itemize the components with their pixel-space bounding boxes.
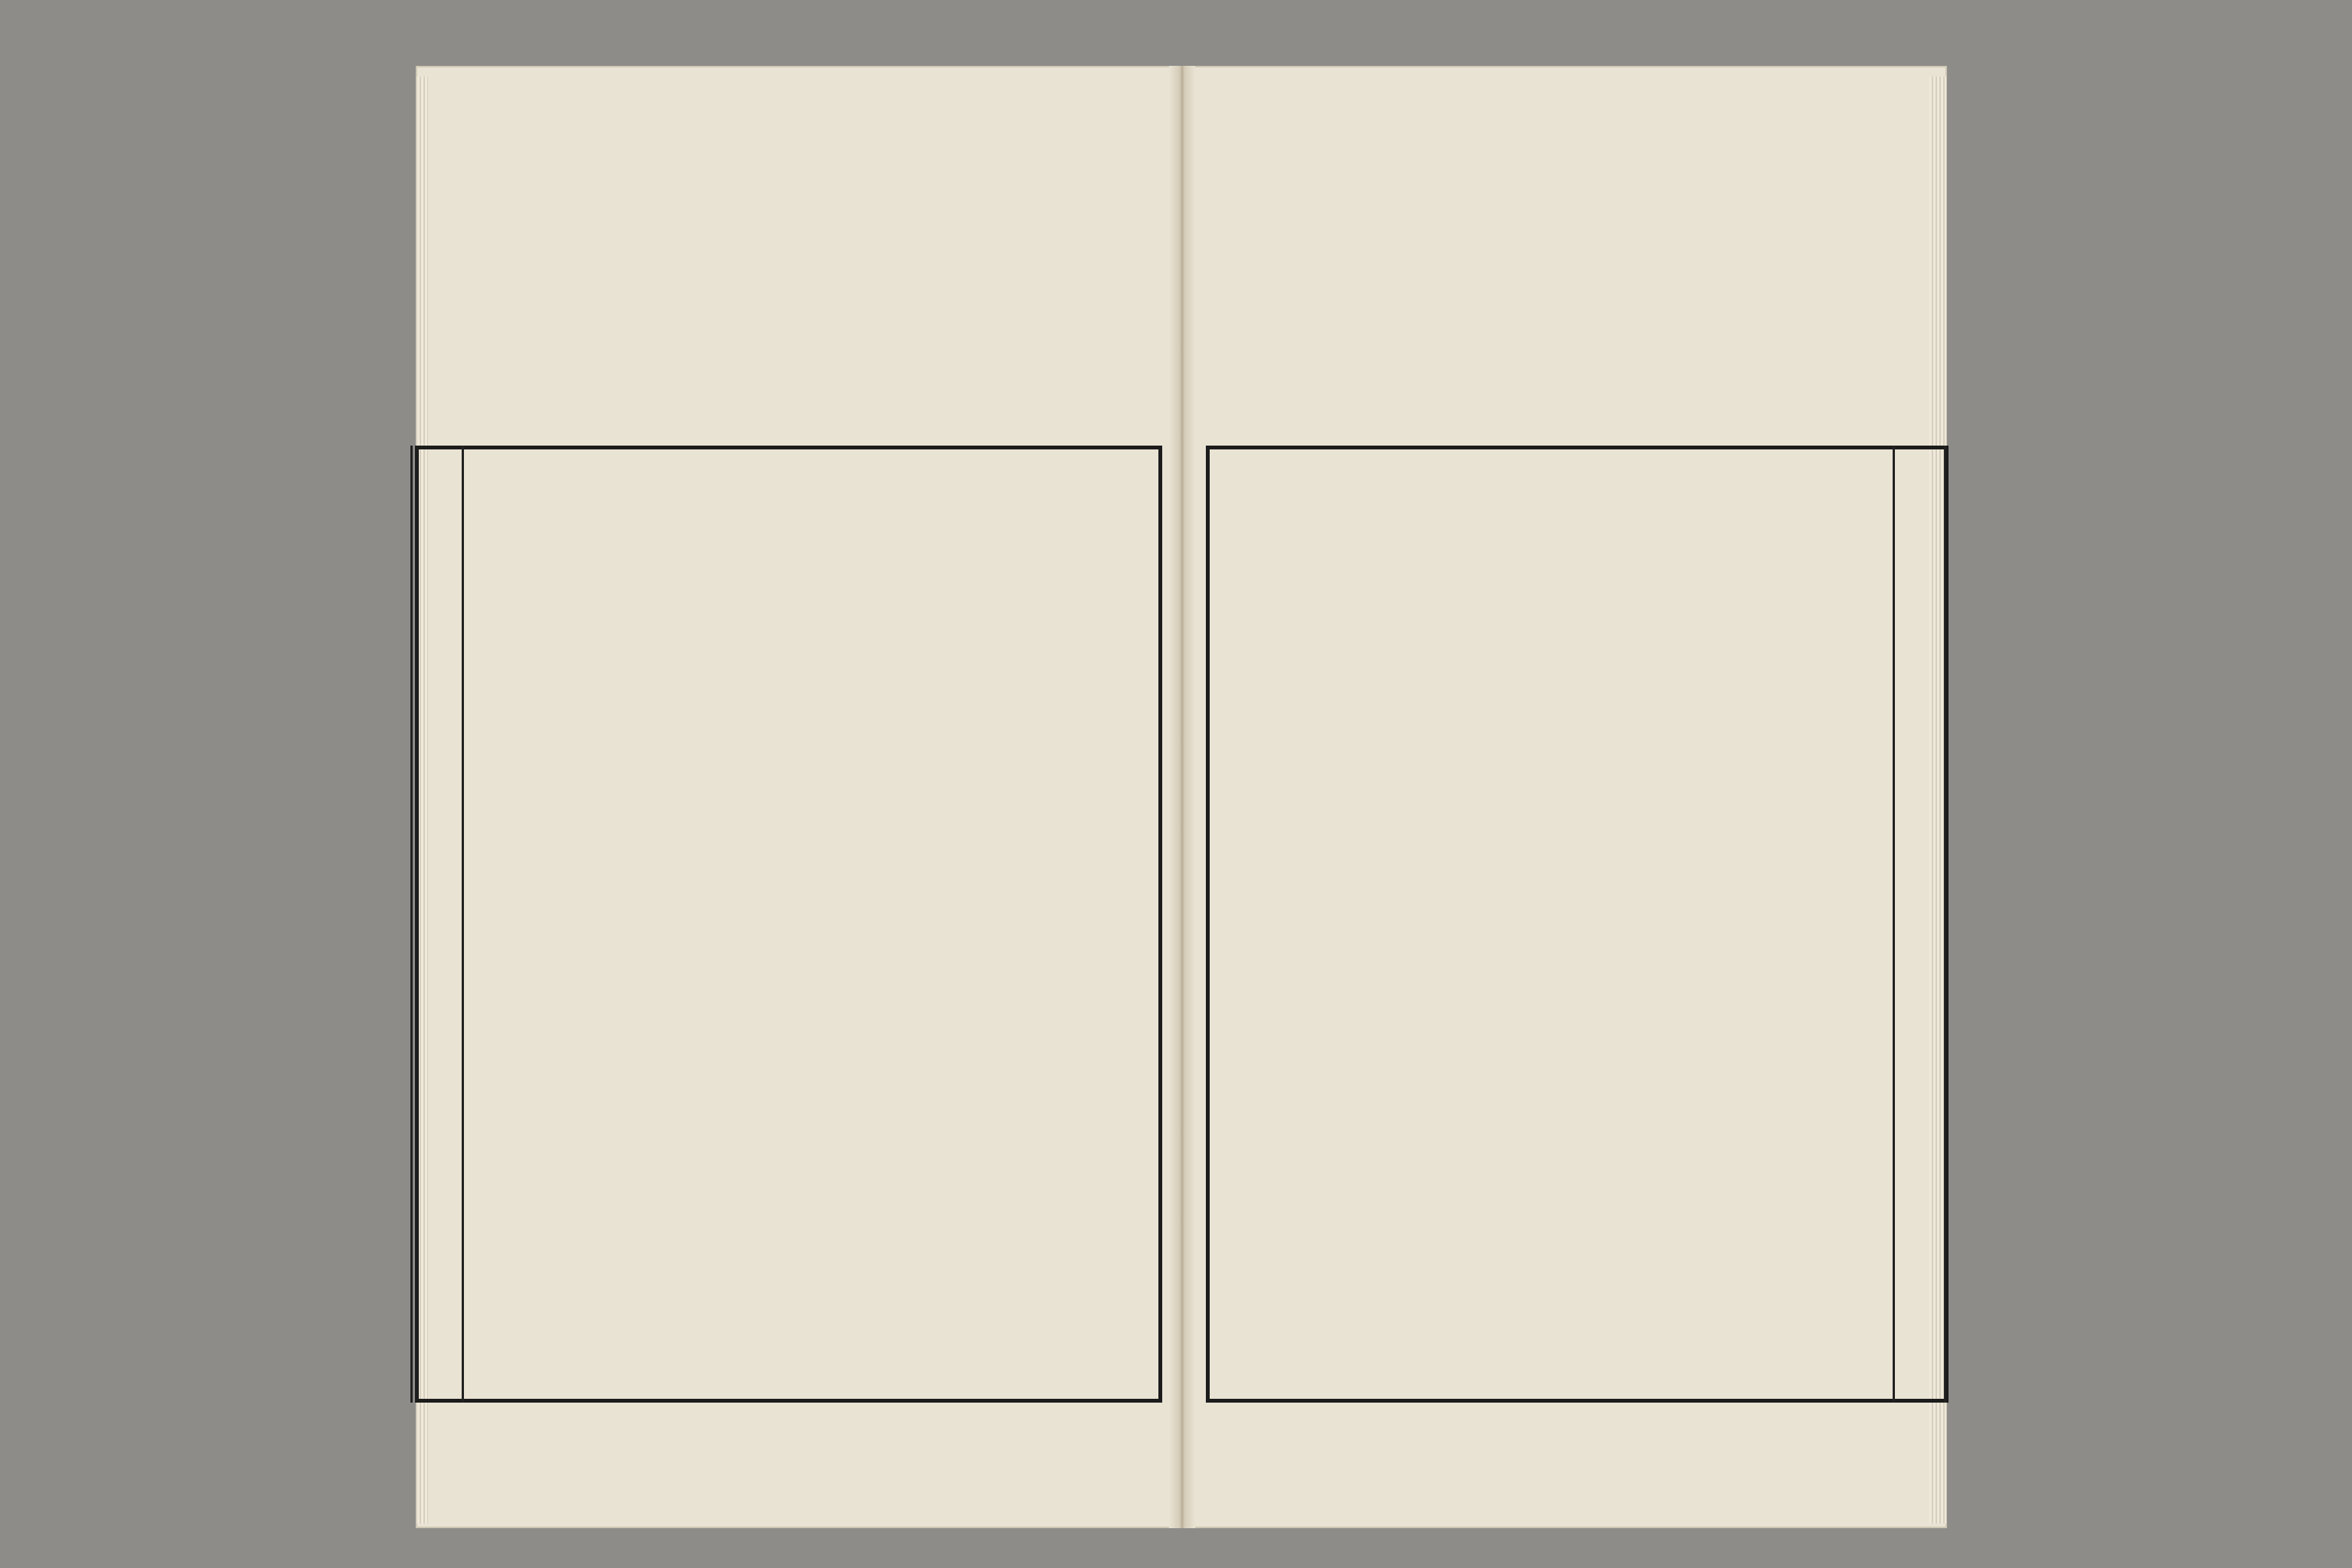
book-gutter <box>1169 66 1195 1528</box>
left-text-frame <box>415 446 1162 1403</box>
right-text-frame <box>1206 446 1949 1403</box>
left-center-strip <box>410 446 464 1403</box>
right-center-strip <box>1893 446 1946 1403</box>
